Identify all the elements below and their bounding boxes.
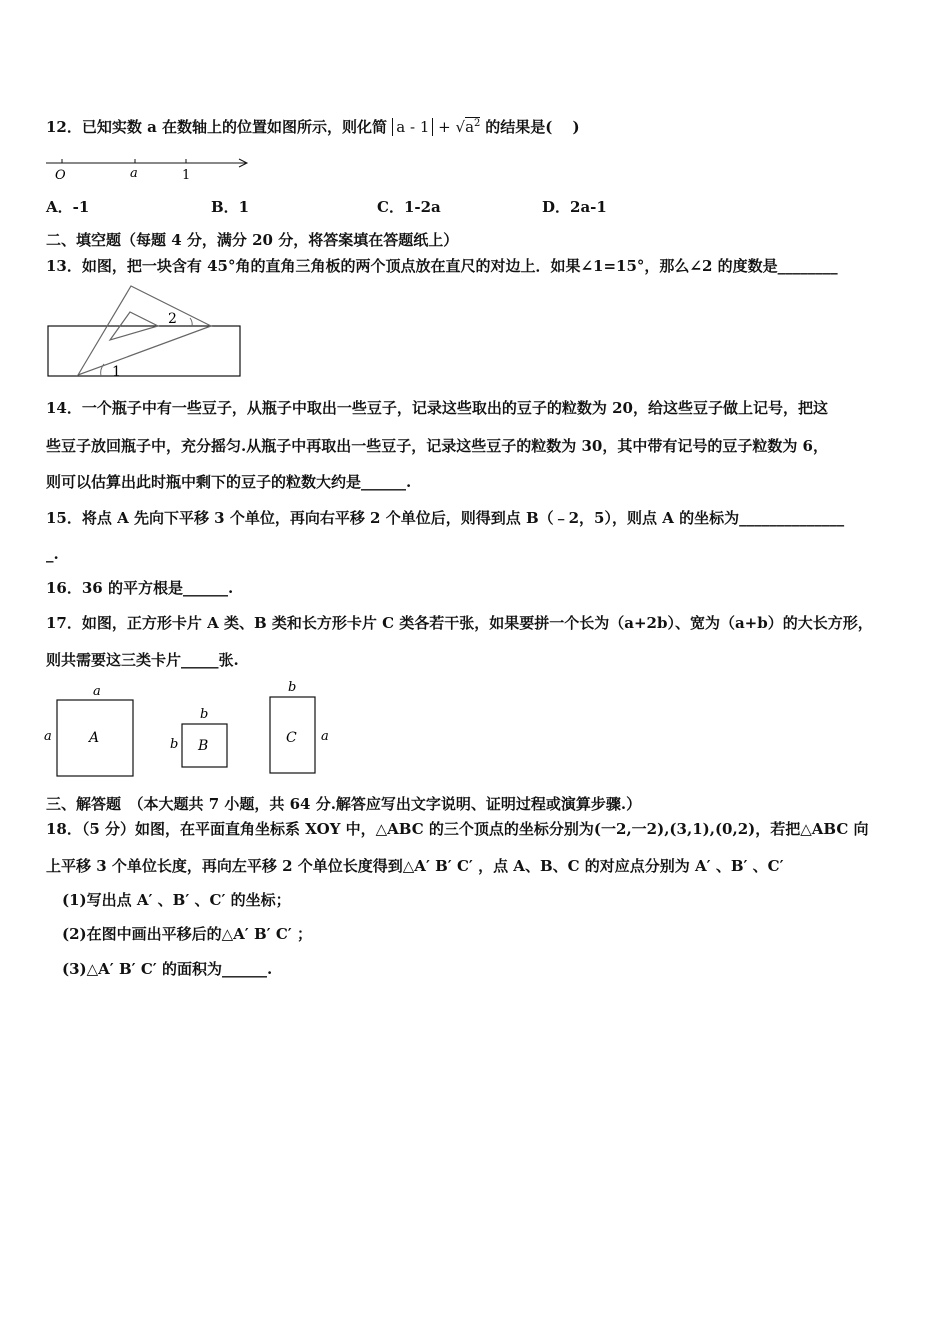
card-b-top-label: b bbox=[200, 707, 209, 722]
q12-option-c[interactable]: C．1-2a bbox=[377, 198, 441, 216]
q18-sub-2: (2)在图中画出平移后的△A′ B′ C′ ； bbox=[62, 925, 312, 943]
q12-option-b[interactable]: B．1 bbox=[211, 198, 250, 216]
q12-sqrt-exponent: 2 bbox=[474, 118, 481, 129]
card-c-right-label: a bbox=[321, 729, 329, 744]
q17-line-2: 则共需要这三类卡片_____张. bbox=[46, 651, 239, 669]
q15-line-2: _. bbox=[46, 545, 59, 563]
section-3-title: 三、解答题 （本大题共 7 小题，共 64 分.解答应写出文字说明、证明过程或演算步骤.） bbox=[46, 795, 642, 813]
q12-option-a[interactable]: A．-1 bbox=[46, 198, 90, 216]
angle-2-arc bbox=[190, 318, 192, 326]
q16-text: 16．36 的平方根是______. bbox=[46, 579, 234, 597]
card-b-left-label: b bbox=[170, 737, 179, 752]
angle-2-label: 2 bbox=[168, 311, 177, 327]
q18-sub-1: (1)写出点 A′ 、B′ 、C′ 的坐标； bbox=[62, 891, 291, 909]
q15-line-1: 15．将点 A 先向下平移 3 个单位，再向右平移 2 个单位后，则得到点 B（﹣2，5），则点 A 的坐标为______________ bbox=[46, 509, 845, 527]
q12-option-d[interactable]: D．2a-1 bbox=[542, 198, 607, 216]
q17-cards-figure bbox=[40, 680, 350, 780]
q14-line-2: 些豆子放回瓶子中，充分摇匀.从瓶子中再取出一些豆子，记录这些豆子的粒数为 30，其中带有记号的豆子粒数为 6， bbox=[46, 437, 828, 455]
q12-number-line bbox=[44, 152, 254, 184]
q12-expression bbox=[392, 117, 485, 136]
q12-abs-value: a - 1 bbox=[392, 118, 433, 136]
angle-1-label: 1 bbox=[112, 364, 121, 380]
q18-sub-3: (3)△A′ B′ C′ 的面积为______. bbox=[62, 960, 273, 978]
sqrt-icon: √ bbox=[455, 118, 466, 136]
card-c-name: C bbox=[286, 730, 297, 746]
q12-text-after: 的结果是( ) bbox=[485, 118, 580, 136]
label-a: a bbox=[130, 166, 138, 181]
label-one: 1 bbox=[182, 168, 191, 183]
section-2-title: 二、填空题（每题 4 分，满分 20 分，将答案填在答题纸上） bbox=[46, 231, 459, 249]
q13-text: 13．如图，把一块含有 45°角的直角三角板的两个顶点放在直尺的对边上．如果∠1=15°，那么∠2 的度数是________ bbox=[46, 257, 838, 275]
q17-line-1: 17．如图，正方形卡片 A 类、B 类和长方形卡片 C 类各若干张，如果要拼一个长为（a+2b）、宽为（a+b）的大长方形， bbox=[46, 614, 873, 632]
q18-line-2: 上平移 3 个单位长度，再向左平移 2 个单位长度得到△A′ B′ C′ ，点 A、B、C 的对应点分别为 A′ 、B′ 、C′ bbox=[46, 857, 784, 875]
card-b-name: B bbox=[198, 738, 209, 754]
q12-sqrt-base: a bbox=[465, 118, 475, 136]
card-a-top-label: a bbox=[93, 684, 101, 699]
q12-plus: + bbox=[438, 118, 451, 136]
q12-text-before: 12．已知实数 a 在数轴上的位置如图所示，则化简 bbox=[46, 118, 388, 136]
q14-line-1: 14．一个瓶子中有一些豆子，从瓶子中取出一些豆子，记录这些取出的豆子的粒数为 20，给这些豆子做上记号，把这 bbox=[46, 399, 828, 417]
q18-line-1: 18．（5 分）如图，在平面直角坐标系 XOY 中，△ABC 的三个顶点的坐标分别为(一2,一2),(3,1),(0,2)，若把△ABC 向 bbox=[46, 820, 869, 838]
card-a-name: A bbox=[89, 730, 100, 746]
label-origin: O bbox=[55, 168, 66, 183]
card-c-top-label: b bbox=[288, 680, 297, 695]
q13-figure bbox=[46, 284, 244, 380]
card-a-left-label: a bbox=[44, 729, 52, 744]
q12-stem bbox=[46, 114, 580, 137]
q14-line-3: 则可以估算出此时瓶中剩下的豆子的粒数大约是______. bbox=[46, 473, 412, 491]
q12-sqrt-radicand bbox=[465, 117, 480, 136]
